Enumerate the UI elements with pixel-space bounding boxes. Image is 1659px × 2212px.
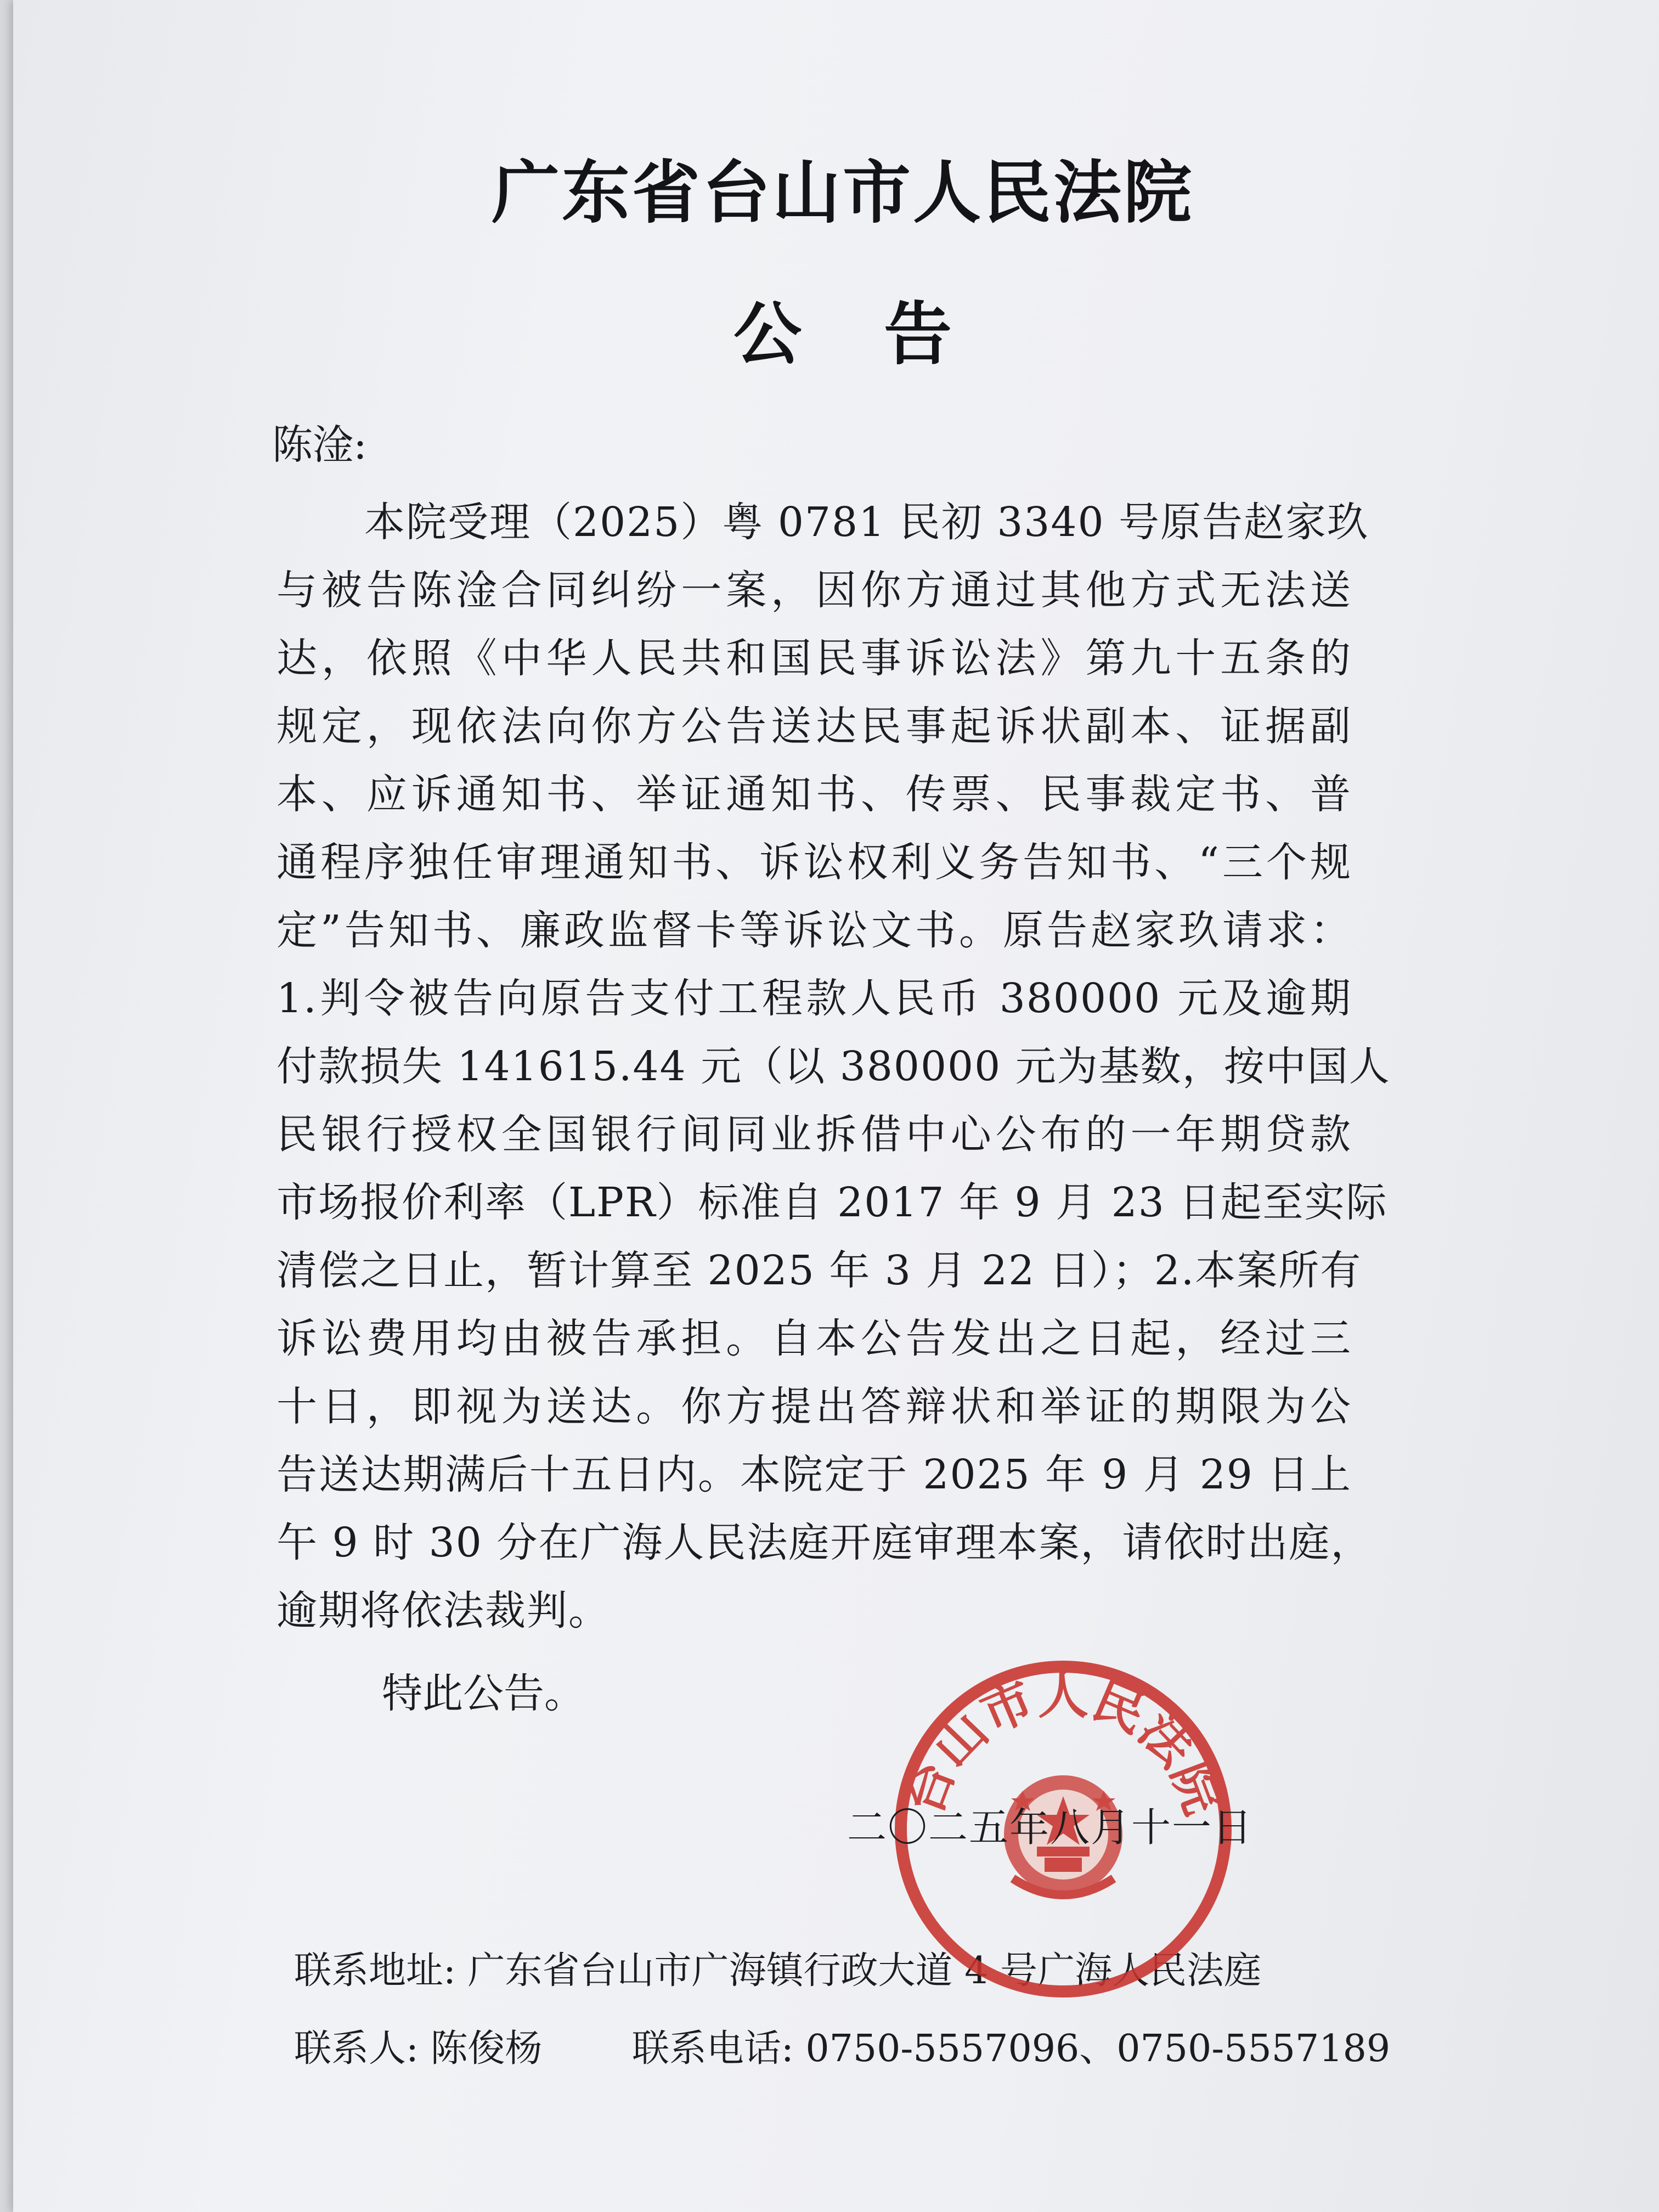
notice-paper: [13, 0, 1659, 2212]
body-line: 告送达期满后十五日内。本院定于 2025 年 9 月 29 日上: [276, 1451, 1352, 1498]
body-line: 十日，即视为送达。你方提出答辩状和举证的期限为公: [276, 1383, 1352, 1430]
body-line: 达，依照《中华人民共和国民事诉讼法》第九十五条的: [276, 635, 1352, 682]
body-line: 逾期将依法裁判。: [276, 1587, 610, 1634]
issue-date: 二〇二五年八月十一日: [847, 1804, 1254, 1850]
body-line: 付款损失 141615.44 元（以 380000 元为基数，按中国人: [276, 1043, 1391, 1090]
body-line: 民银行授权全国银行间同业拆借中心公布的一年期贷款: [276, 1111, 1352, 1158]
body-line: 市场报价利率（LPR）标准自 2017 年 9 月 23 日起至实际: [276, 1179, 1388, 1226]
address-label: 联系地址:: [294, 1949, 456, 1993]
document-title: 公告: [733, 295, 1034, 374]
body-line: 规定，现依法向你方公告送达民事起诉状副本、证据副: [276, 703, 1352, 750]
closing-phrase: 特此公告。: [382, 1670, 585, 1717]
body-line: 通程序独任审理通知书、诉讼权利义务告知书、“三个规: [276, 839, 1352, 886]
phone-label: 联系电话:: [631, 2027, 794, 2070]
body-line: 与被告陈淦合同纠纷一案，因你方通过其他方式无法送: [276, 567, 1352, 614]
seal-arc-text: 台山市人民法院: [893, 1666, 1234, 1822]
phone-value: 0750-5557096、0750-5557189: [805, 2027, 1391, 2070]
body-line: 本院受理（2025）粤 0781 民初 3340 号原告赵家玖: [364, 499, 1369, 546]
body-line: 诉讼费用均由被告承担。自本公告发出之日起，经过三: [276, 1315, 1352, 1362]
body-line: 午 9 时 30 分在广海人民法庭开庭审理本案，请依时出庭，: [276, 1519, 1373, 1566]
court-name: 广东省台山市人民法院: [491, 154, 1194, 233]
body-line: 清偿之日止，暂计算至 2025 年 3 月 22 日）；2.本案所有: [276, 1247, 1362, 1294]
address-value: 广东省台山市广海镇行政大道 4 号广海人民法庭: [467, 1949, 1262, 1993]
contact-person-row: [294, 2019, 1390, 2079]
person-value: 陈俊杨: [430, 2027, 543, 2070]
notice-body: [276, 488, 1391, 1645]
addressee: 陈淦:: [272, 421, 367, 469]
person-label: 联系人:: [294, 2027, 419, 2070]
body-line: 本、应诉通知书、举证通知书、传票、民事裁定书、普: [276, 771, 1352, 818]
body-line: 定”告知书、廉政监督卡等诉讼文书。原告赵家玖请求：: [276, 907, 1352, 954]
body-line: 1.判令被告向原告支付工程款人民币 380000 元及逾期: [276, 975, 1352, 1022]
